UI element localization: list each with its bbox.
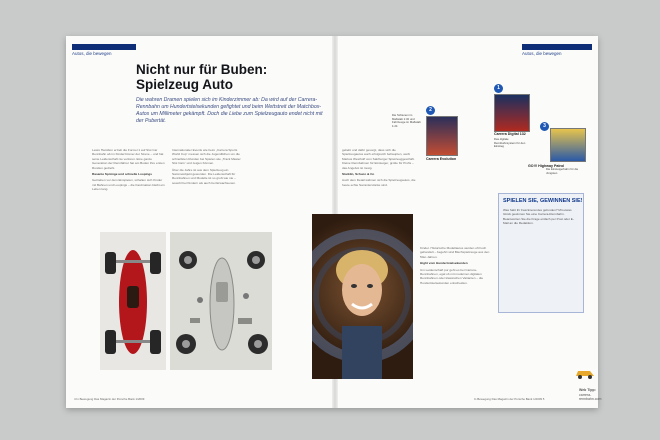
red-toy-car-photo xyxy=(100,232,166,370)
yellow-car-icon xyxy=(574,366,596,380)
product-caption-carrera-digital: Das digitale Rennbahnsystem für den Einstieg xyxy=(494,137,526,149)
column-4-text-2: Um Leidenschaft pur geht es bei Carrera-Rennbahnen, egal ob mit modernen digitalen Rennbahnen oder klassischen Varianten – die Hundertstelsekunden entscheiden. xyxy=(420,267,484,285)
web-tipp xyxy=(579,388,601,402)
product-caption-highway-patrol: Die Einsteigerbahn für die Jüngsten xyxy=(546,167,579,175)
carrera-evolution-box xyxy=(426,116,458,156)
driver-portrait-photo xyxy=(312,214,413,379)
product-name-highway-patrol: GO!!! Highway Patrol xyxy=(528,164,565,168)
contest-body: Was habt ihr Faszinierendes gefunden? Mit etwas Glück gewinnen Sie eine Carrera-Rennbahn. Beantworten Sie die Frage einfach per Post oder E-Mail an die Redaktion. xyxy=(503,208,574,226)
column-3-text: geliebt und dafür gesorgt, dass sich die Spielzeugautos auch erfolgreich behaupten, weiß Markus Westhoff vom Salzburger Spielzeuggeschäft. Kleine Rennbahnen für Einsteiger, große für Profis – das Angebot ist riesig. xyxy=(342,148,415,170)
product-showcase xyxy=(386,84,586,176)
footer-left: 4 In Bewegung Das Magazin der Porsche Bank 1/2009 xyxy=(74,397,145,401)
magazine-spread xyxy=(66,36,602,408)
product-name-carrera-evolution: Carrera Evolution xyxy=(426,157,457,161)
body-column-1 xyxy=(92,148,166,228)
contest-title: SPIELEN SIE, GEWINNEN SIE! xyxy=(503,198,583,204)
product-caption-carrera-evolution: Die Schienen im Maßstab 1:32 und Fahrzeuge im Maßstab 1:24 xyxy=(392,113,421,128)
product-badge-2: 2 xyxy=(426,106,435,115)
contest-box xyxy=(498,193,584,313)
product-badge-1: 1 xyxy=(494,84,503,93)
column-4-text: Kinder. Historische Modellautos werden oft hoch gehandelt – begehrt sind Blechspielzeuge aus den 50er-Jahren. xyxy=(420,246,490,259)
intro-text: Die wahren Dramen spielen sich im Kinderzimmer ab: Da wird auf der Carrera-Rennbahn um Hundertstelsekunden gefightet und beim Wettstreit der Matchbox-Autos um Millimeter gekämpft. Doch die Liebe zum Spielzeugauto endet nicht mit der Pubertät. xyxy=(136,97,323,124)
column-2-text: Internationaler Events wie beim „Carrera Sports World Cup“ messen sich die Jugendlichen um die schnellsten Runden bei Spielen wie „Track Master Slot Cars“ und zeigen Können. xyxy=(172,148,241,166)
column-2-text-2: Über die Jahre ist aus dem Spielzeug ein Sammelobjekt geworden. Die Leidenschaft für Rennbahnen und Modelle ist so groß wie nie – sowohl bei Kindern als auch bei Erwachsenen. xyxy=(172,167,236,185)
web-tipp-url: carrera-rennbahn.com xyxy=(579,392,602,402)
column-1-subhead: Rasante Sprünge und schnelle Loopings xyxy=(92,172,152,177)
column-4-subhead: Hight vom Hundertstelsekunden xyxy=(420,261,468,266)
highway-patrol-box xyxy=(550,128,586,162)
carrera-digital-box xyxy=(494,94,530,132)
product-name-carrera-digital: Carrera Digital 132 xyxy=(494,132,526,136)
section-bar-left xyxy=(72,44,136,50)
column-3-subhead: Starklin, Schuco & Co xyxy=(342,172,375,177)
body-column-4 xyxy=(420,246,494,376)
column-1-text-2: Getrieben vor dem Einspielen, schalten sich Kinder mit Bahnen und Loopings – die Faszination bleibt ein Leben lang. xyxy=(92,178,165,192)
column-3-text-2: Auch dem Detail widmen sich die Spielzeugautos, die heute echte Sammlerstücke sind. xyxy=(342,178,416,187)
web-tipp-title: Web Tipp: xyxy=(579,388,596,392)
section-label-left: Autos, die bewegen xyxy=(72,51,112,56)
headline: Nicht nur für Buben: Spielzeug Auto xyxy=(136,62,268,92)
disassembled-toy-car-photo xyxy=(170,232,272,370)
column-1-text: Lewis Hamilton erzielt die Formel 1 auf Slot Car Rennbahn ab im Kinderzimmer der Szene – und hat seine Leidenschaft nie verloren. Eine ganze Generation der Rennfahrer hat am Boden ihre ersten Runden gedreht. xyxy=(92,148,165,170)
body-column-2 xyxy=(172,148,246,228)
footer-right: In Bewegung Das Magazin der Porsche Bank 1/2009 5 xyxy=(474,397,545,401)
section-bar-right xyxy=(522,44,592,50)
section-label-right: Autos, die bewegen xyxy=(522,51,562,56)
product-badge-3: 3 xyxy=(540,122,549,131)
